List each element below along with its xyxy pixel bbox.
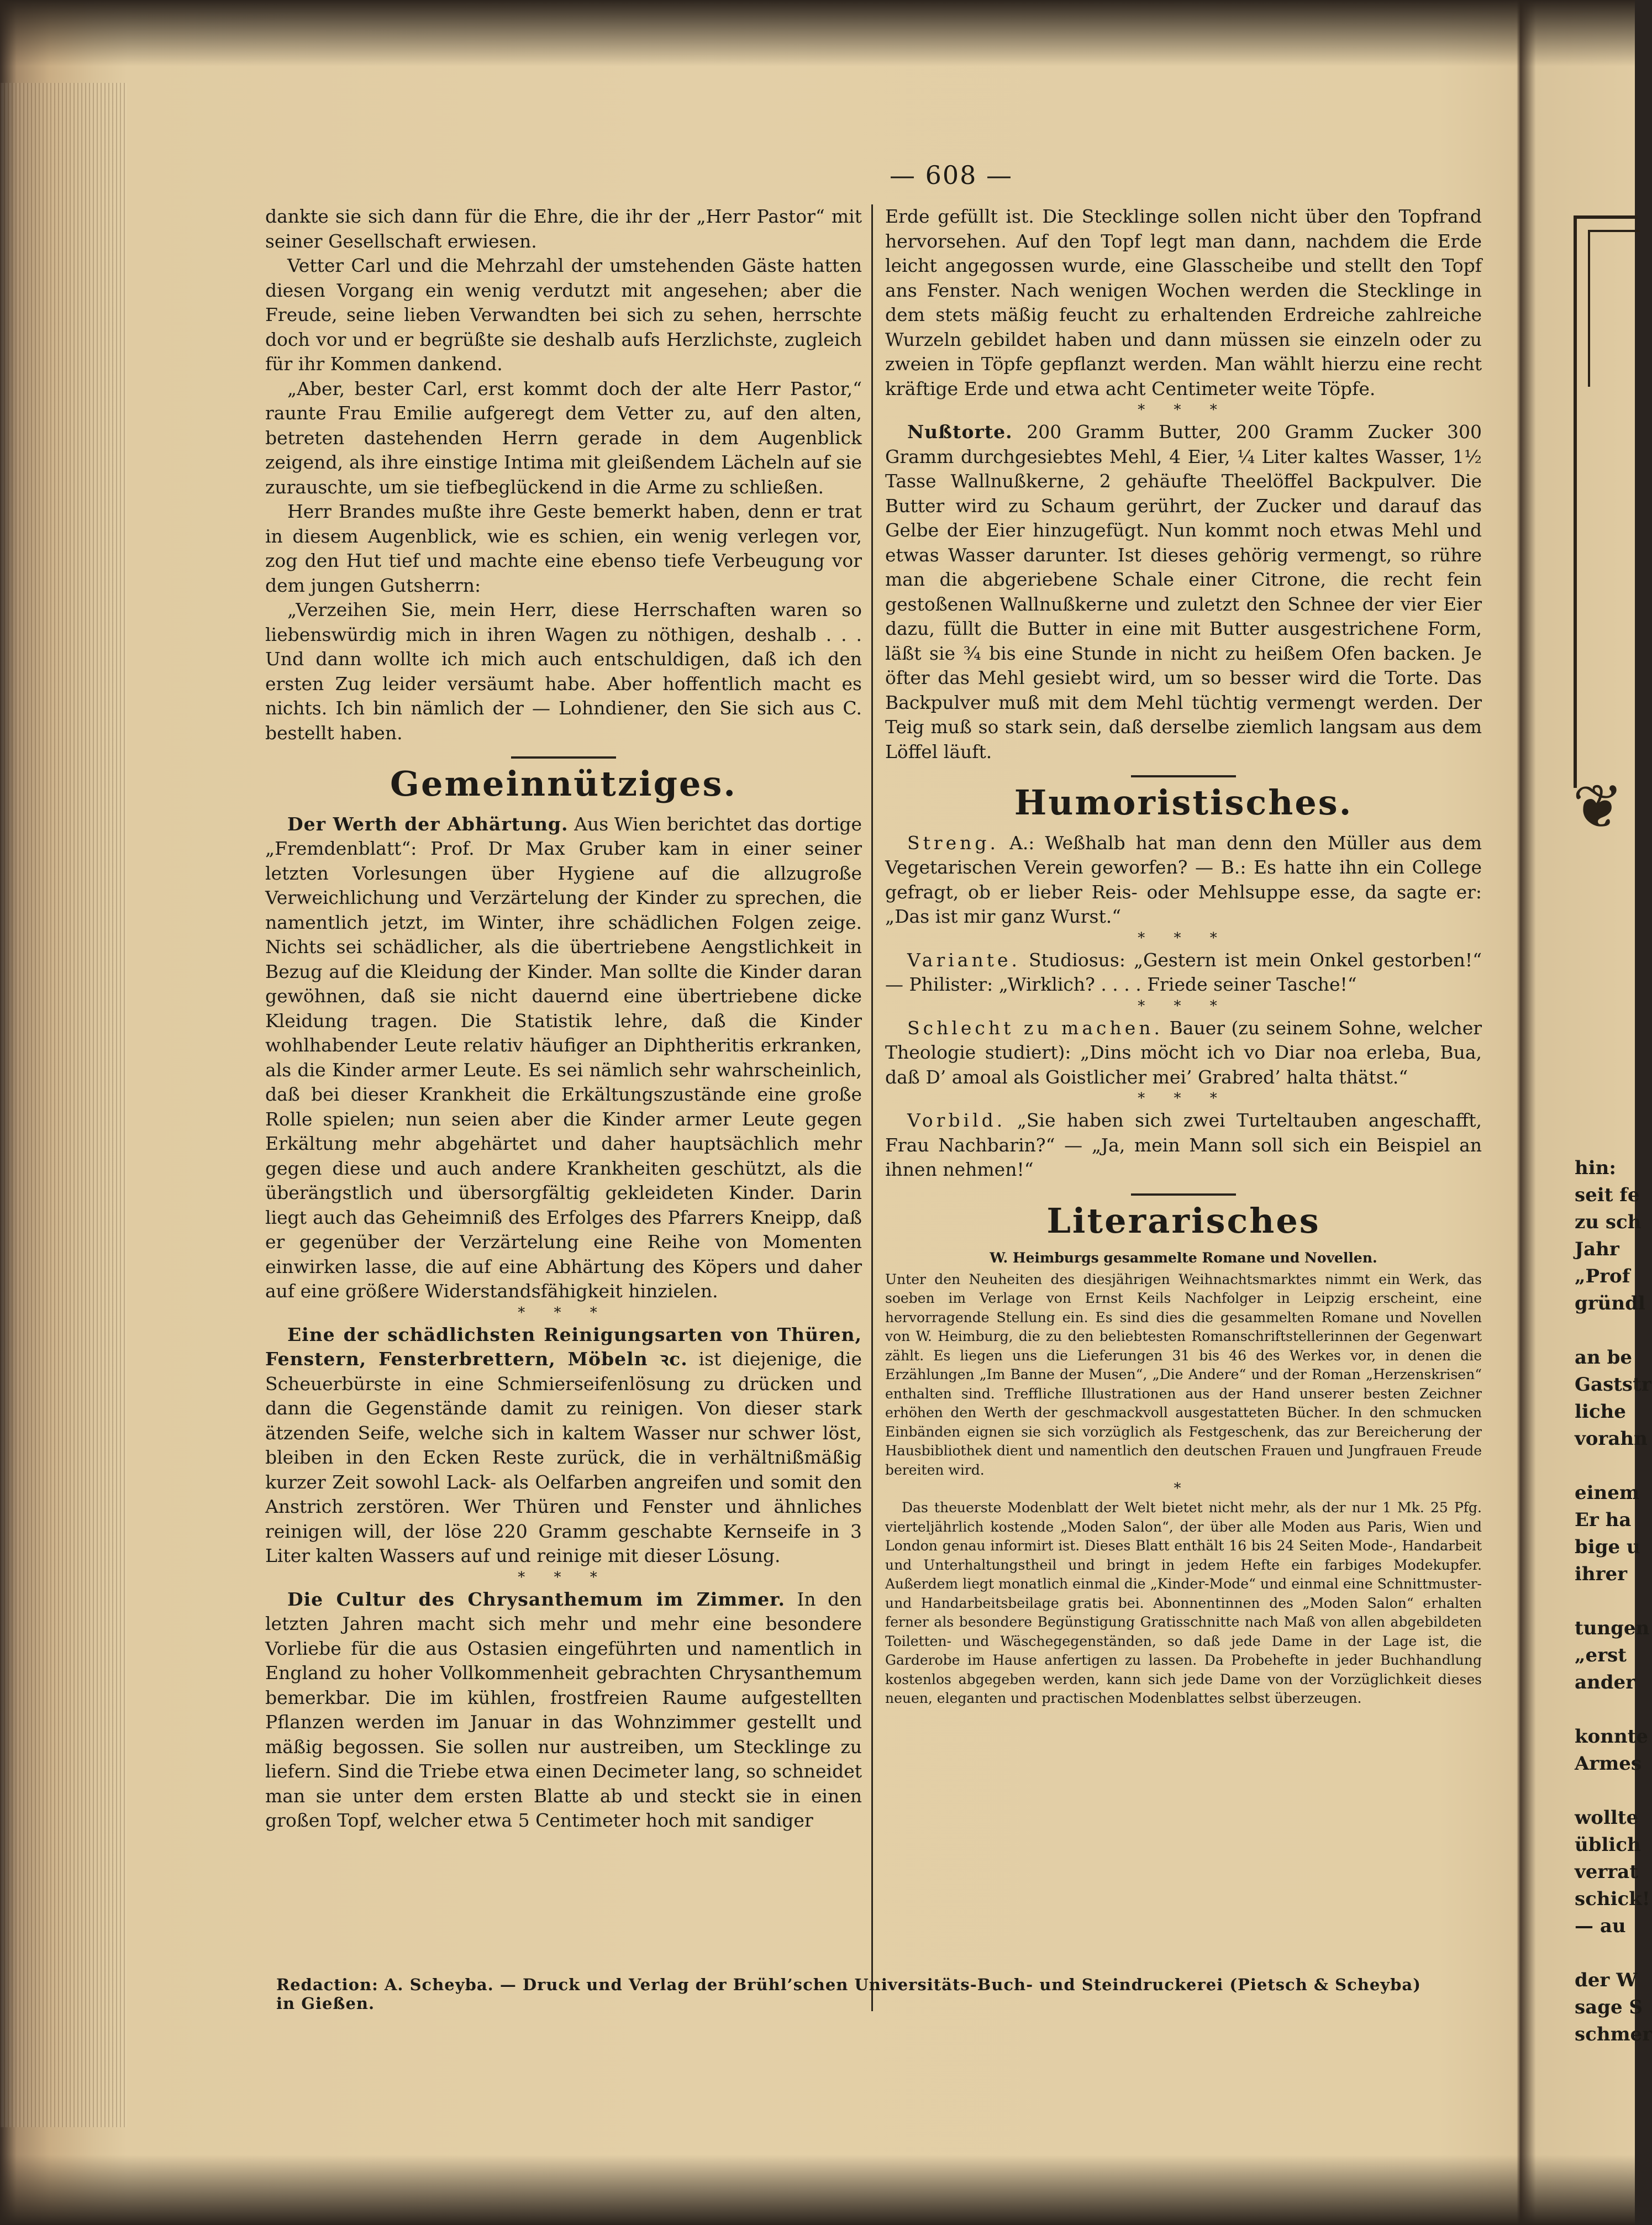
fragment-line: an be <box>1575 1346 1632 1369</box>
imprint: Redaction: A. Scheyba. — Druck und Verlag der Brühl’schen Universitäts-Buch- und Steindruckerei (Pietsch & Scheyba) in Gießen. <box>276 1975 1421 2013</box>
fragment-line: „erst <box>1575 1644 1627 1666</box>
fragment-line <box>1575 1940 1641 1967</box>
article-paragraph <box>265 812 862 1304</box>
joke <box>885 948 1482 997</box>
fragment-line: Armes <box>1575 1753 1642 1775</box>
asterism: * * * <box>1138 997 1229 1014</box>
article-paragraph <box>265 1587 862 1833</box>
divider <box>511 756 616 759</box>
flourish-ornament: ❦ <box>1572 771 1624 842</box>
fragment-line: hin: <box>1575 1157 1616 1179</box>
article-text: ist diejenige, die Scheuerbürste in eine Schmierseifenlösung zu drücken und dann die Gegenstände damit zu reinigen. Von dieser stark ätzenden Seife, welche sich in kaltem Wasser nur schwer löst, bleiben in den Ecken Reste zurück, die in verhältnißmäßig kurzer Zeit sowohl Lack- als Oelfarben angreifen und somit den Anstrich zerstören. Wer Thüren und Fenster und ähnliches reinigen will, der löse 220 Gramm geschabte Kernseife in 3 Liter kalten Wassers auf und reinige mit dieser Lösung. <box>265 1348 862 1566</box>
fragment-line: konnte <box>1575 1726 1649 1748</box>
fragment-line: gründl <box>1575 1292 1645 1314</box>
joke-text: Studiosus: „Gestern ist mein Onkel gestorben!“ — Philister: „Wirklich? . . . . Friede seiner Tasche!“ <box>885 949 1482 995</box>
literature-section <box>885 1249 1482 1708</box>
story-paragraph: „Aber, bester Carl, erst kommt doch der alte Herr Pastor,“ raunte Frau Emilie aufgeregt dem Vetter zu, auf den alten, betreten dastehenden Herrn gerade in dem Augenblick zeigend, als ihre einstige Intima mit gleißendem Lächeln auf sie zurauschte, um sie tiefbeglückend in die Arme zu schließen. <box>265 377 862 498</box>
story-paragraph: dankte sie sich dann für die Ehre, die ihr der „Herr Pastor“ mit seiner Gesellschaft erwiesen. <box>265 206 862 252</box>
joke-title: Variante. <box>907 949 1021 971</box>
book-heading: W. Heimburgs gesammelte Romane und Novellen. <box>990 1250 1377 1266</box>
column-rule <box>871 204 873 2011</box>
asterism: * * * <box>1138 402 1229 418</box>
fragment-line <box>1575 1317 1641 1344</box>
book-review: Unter den Neuheiten des diesjährigen Weihnachtsmarktes nimmt ein Werk, das soeben im Verlage von Ernst Keils Nachfolger in Leipzig erscheint, eine hervorragende Stellung ein. Es sind dies die gesammelten Romane und Novellen von W. Heimburg, die zu den beliebtesten Romanschriftstellerinnen der Gegenwart zählt. Es liegen uns die Lieferungen 31 bis 46 des Werkes vor, in denen die Erzählungen „Im Banne der Musen“, „Die Andere“ und der Roman „Herzenskrisen“ enthalten sind. Treffliche Illustrationen aus der Hand unserer besten Zeichner erhöhen den Werth der geschmackvoll ausgestatteten Bücher. In den schmucken Einbänden eignen sie sich vorzüglich als Festgeschenk, das zur Bereicherung der Hausbibliothek dient und namentlich den deutschen Frauen und Jungfrauen Freude bereiten wird. <box>885 1271 1482 1478</box>
article-text: In den letzten Jahren macht sich mehr und mehr eine besondere Vorliebe für die aus Ostasien eingeführten und namentlich in England zu hoher Vollkommenheit gebrachten Chrysanthemum bemerkbar. Die im kühlen, frostfreien Raume aufgestellten Pflanzen werden im Januar in das Wohnzimmer gestellt und mäßig begossen. Sie sollen nur austreiben, um Stecklinge zu liefern. Sind die Triebe etwa einen Decimeter lang, so schneidet man sie unter dem ersten Blatte ab und steckt sie in einen großen Topf, welcher etwa 5 Centimeter hoch mit sandiger <box>265 1588 862 1831</box>
fragment-line: — au <box>1575 1915 1626 1937</box>
page-number: — 608 — <box>890 160 1013 190</box>
article-heading: Eine der schädlichsten Reinigungsarten von Thüren, Fenstern, Fensterbrettern, Möbeln ꝛc. <box>265 1323 862 1370</box>
divider <box>1131 1193 1236 1196</box>
fragment-line: üblich <box>1575 1834 1641 1856</box>
asterism: * * * <box>1138 929 1229 946</box>
fragment-line: schick! <box>1575 1888 1650 1910</box>
article-paragraph <box>265 1323 862 1569</box>
story-paragraph: „Verzeihen Sie, mein Herr, diese Herrschaften waren so liebenswürdig mich in ihren Wagen zu nöthigen, deshalb . . . Und dann wollte ich mich auch entschuldigen, daß ich den ersten Zug leider versäumt habe. Aber hoffentlich macht es nichts. Ich bin nämlich der — Lohndiener, den Sie sich aus C. bestellt haben. <box>265 599 862 744</box>
joke <box>885 831 1482 929</box>
story-paragraph: Vetter Carl und die Mehrzahl der umstehenden Gäste hatten diesen Vorgang ein wenig verdutzt mit angesehen; aber die Freude, seine lieben Verwandten bei sich zu sehen, herrschte doch vor und er begrüßte sie deshalb aufs Herzlichste, zugleich für ihr Kommen dankend. <box>265 255 862 375</box>
fragment-line <box>1575 1696 1641 1723</box>
joke-title: Vorbild. <box>907 1109 1006 1131</box>
joke <box>885 1016 1482 1090</box>
article-heading: Die Cultur des Chrysanthemum im Zimmer. <box>287 1588 785 1610</box>
fragment-line: schmer <box>1575 2023 1652 2045</box>
fragment-line: sage S <box>1575 1996 1643 2018</box>
frame-ornament <box>1574 215 1638 788</box>
fragment-line: der W <box>1575 1969 1638 1991</box>
section-title: Humoristisches. <box>1014 782 1353 823</box>
section-title: Literarisches <box>1046 1200 1320 1241</box>
fragment-words <box>1575 1155 1652 2048</box>
article-heading: Der Werth der Abhärtung. <box>287 813 569 835</box>
asterism: * <box>1174 1480 1193 1497</box>
recipe-paragraph <box>885 420 1482 764</box>
asterism: * * * <box>518 1569 609 1586</box>
section-title: Gemeinnütziges. <box>390 764 737 804</box>
joke-title: Streng. <box>907 832 999 854</box>
asterism: * * * <box>518 1304 609 1321</box>
fragment-line: Er ha <box>1575 1509 1632 1531</box>
recipe-text: 200 Gramm Butter, 200 Gramm Zucker 300 Gramm durchgesiebtes Mehl, 4 Eier, ¼ Liter kaltes Wasser, 1½ Tasse Wallnußkerne, 2 gehäufte Theelöffel Backpulver. Die Butter wird zu Schaum gerührt, der Zucker und darauf das Gelbe der Eier hinzugefügt. Nun kommt noch etwas Mehl und etwas Wasser darunter. Ist dieses gehörig vermengt, so rühre man die abgeriebene Schale einer Citrone, die recht fein gestoßenen Wallnußkerne und zuletzt den Schnee der vier Eier dazu, füllt die Butter in eine mit Butter ausgestrichene Form, läßt sie ¾ bis eine Stunde in nicht zu heißem Ofen backen. Je öfter das Mehl gesiebt wird, um so besser wird die Torte. Das Backpulver muß mit dem Mehl tüchtig vermengt werden. Der Teig muß so stark sein, daß derselbe ziemlich langsam aus dem Löffel läuft. <box>885 421 1482 762</box>
fragment-line <box>1575 1453 1641 1480</box>
fragment-line: ander <box>1575 1671 1636 1693</box>
left-column <box>265 204 862 1833</box>
scan-shadow-bottom <box>0 2155 1635 2225</box>
stacked-page-edges <box>0 83 127 2127</box>
adjacent-page-fragment <box>1568 166 1652 2182</box>
article-text: Aus Wien berichtet das dortige „Fremdenblatt“: Prof. Dr Max Gruber kam in einer seiner letzten Vorlesungen über Hygiene auf die allzugroße Verweichlichung und Verzärtelung der Kinder zu sprechen, die namentlich jetzt, im Winter, ihre schädlichen Folgen zeige. Nichts sei schädlicher, als die übertriebene Aengstlichkeit in Bezug auf die Kleidung der Kinder. Man sollte die Kinder daran gewöhnen, daß sie nicht dauernd eine übertriebene dicke Kleidung tragen. Die Statistik lehre, daß die Kinder wohlhabender Leute relativ häufiger an Diphtheritis erkranken, als die Kinder armer Leute. Es sei nämlich sehr wahrscheinlich, daß bei dieser Krankheit die Erkältungszustände eine große Rolle spielen; nun seien aber die Kinder armer Leute gegen Erkältung mehr abgehärtet und daher hauptsächlich mehr gegen diese und auch andere Krankheiten geschützt, als die überängstlich und übersorgfältig gekleideten Kinder. Darin liegt auch das Geheimniß des Erfolges des Pfarrers Kneipp, daß er gegenüber der Verzärtelung eine Reihe von Momenten einwirken lasse, die auf eine Abhärtung des Köpers und daher auf eine größere Widerstandsfähigkeit hinzielen. <box>265 813 862 1302</box>
newspaper-page <box>127 83 1519 2149</box>
joke-text: A.: Weßhalb hat man denn den Müller aus dem Vegetarischen Verein geworfen? — B.: Es hatte ihn ein College gefragt, ob er lieber Reis- oder Mehlsuppe esse, da sagte er: „Das ist mir ganz Wurst.“ <box>885 832 1482 927</box>
story-paragraph: Herr Brandes mußte ihre Geste bemerkt haben, denn er trat in diesem Augenblick, wie es schien, ein wenig verlegen vor, zog den Hut tief und machte eine ebenso tiefe Verbeugung vor dem jungen Gutsherrn: <box>265 501 862 596</box>
joke-text: „Sie haben sich zwei Turteltauben angeschafft, Frau Nachbarin?“ — „Ja, mein Mann soll sich ein Beispiel an ihnen nehmen!“ <box>885 1109 1482 1180</box>
fragment-line <box>1575 1588 1641 1615</box>
divider <box>1131 775 1236 777</box>
scan-shadow-top <box>0 0 1635 66</box>
fragment-line: tungen <box>1575 1617 1650 1639</box>
asterism: * * * <box>1138 1090 1229 1107</box>
fragment-line: bige u <box>1575 1536 1640 1558</box>
joke-text: Bauer (zu seinem Sohne, welcher Theologie studiert): „Dins möcht ich vo Diar noa erleba, Bua, daß D’ amoal als Goistlicher mei’ Grabred’ halta thätst.“ <box>885 1017 1482 1088</box>
article-continuation: Erde gefüllt ist. Die Stecklinge sollen nicht über den Topfrand hervorsehen. Auf den Topf legt man dann, nachdem die Erde leicht angegossen wurde, eine Glasscheibe und stellt den Topf ans Fenster. Nach wenigen Wochen werden die Stecklinge in dem stets mäßig feucht zu erhaltenden Erdreiche zahlreiche Wurzeln gebildet haben und dann müssen sie einzeln oder zu zweien in Töpfe gepflanzt werden. Man wählt hierzu eine recht kräftige Erde und etwa acht Centimeter weite Töpfe. <box>885 206 1482 399</box>
fragment-line: zu sch <box>1575 1211 1642 1233</box>
fragment-line: Gaststr <box>1575 1374 1651 1396</box>
fragment-line: liche <box>1575 1401 1626 1423</box>
fragment-line: wollte <box>1575 1807 1639 1829</box>
fragment-line: einem <box>1575 1482 1639 1504</box>
advertisement: Das theuerste Modenblatt der Welt bietet nicht mehr, als der nur 1 Mk. 25 Pfg. vierteljährlich kostende „Moden Salon“, der über alle Moden aus Paris, Wien und London genau informirt ist. Dieses Blatt enthält 16 bis 24 Seiten Mode-, Handarbeit und Unterhaltungstheil und bringt in jedem Hefte ein farbiges Modekupfer. Außerdem liegt monatlich einmal die „Kinder-Mode“ und einmal eine Schnittmuster- und Handarbeitsbeilage gratis bei. Abonnentinnen des „Moden Salon“ erhalten ferner als besondere Begünstigung Gratisschnitte nach Maß von allen abgebildeten Toiletten- und Wäschegegenständen, so daß jede Dame in der Lage ist, die Garderobe im Hause anfertigen zu lassen. Da Probehefte in jeder Buchhandlung kostenlos abgegeben werden, kann sich jede Dame von der Vorzüglichkeit dieses neuen, eleganten und practischen Modenblattes selbst überzeugen. <box>885 1500 1482 1706</box>
fragment-line <box>1575 1777 1641 1805</box>
fragment-line: ihrer <box>1575 1563 1628 1585</box>
fragment-line: verrat <box>1575 1861 1638 1883</box>
right-column <box>885 204 1482 1708</box>
joke <box>885 1108 1482 1182</box>
fragment-line: seit fe <box>1575 1184 1640 1206</box>
fragment-line: vorahn <box>1575 1428 1648 1450</box>
joke-title: Schlecht zu machen. <box>907 1017 1164 1039</box>
recipe-heading: Nußtorte. <box>907 421 1013 443</box>
fragment-line: „Prof <box>1575 1265 1630 1287</box>
fragment-line: Jahr <box>1575 1238 1619 1260</box>
